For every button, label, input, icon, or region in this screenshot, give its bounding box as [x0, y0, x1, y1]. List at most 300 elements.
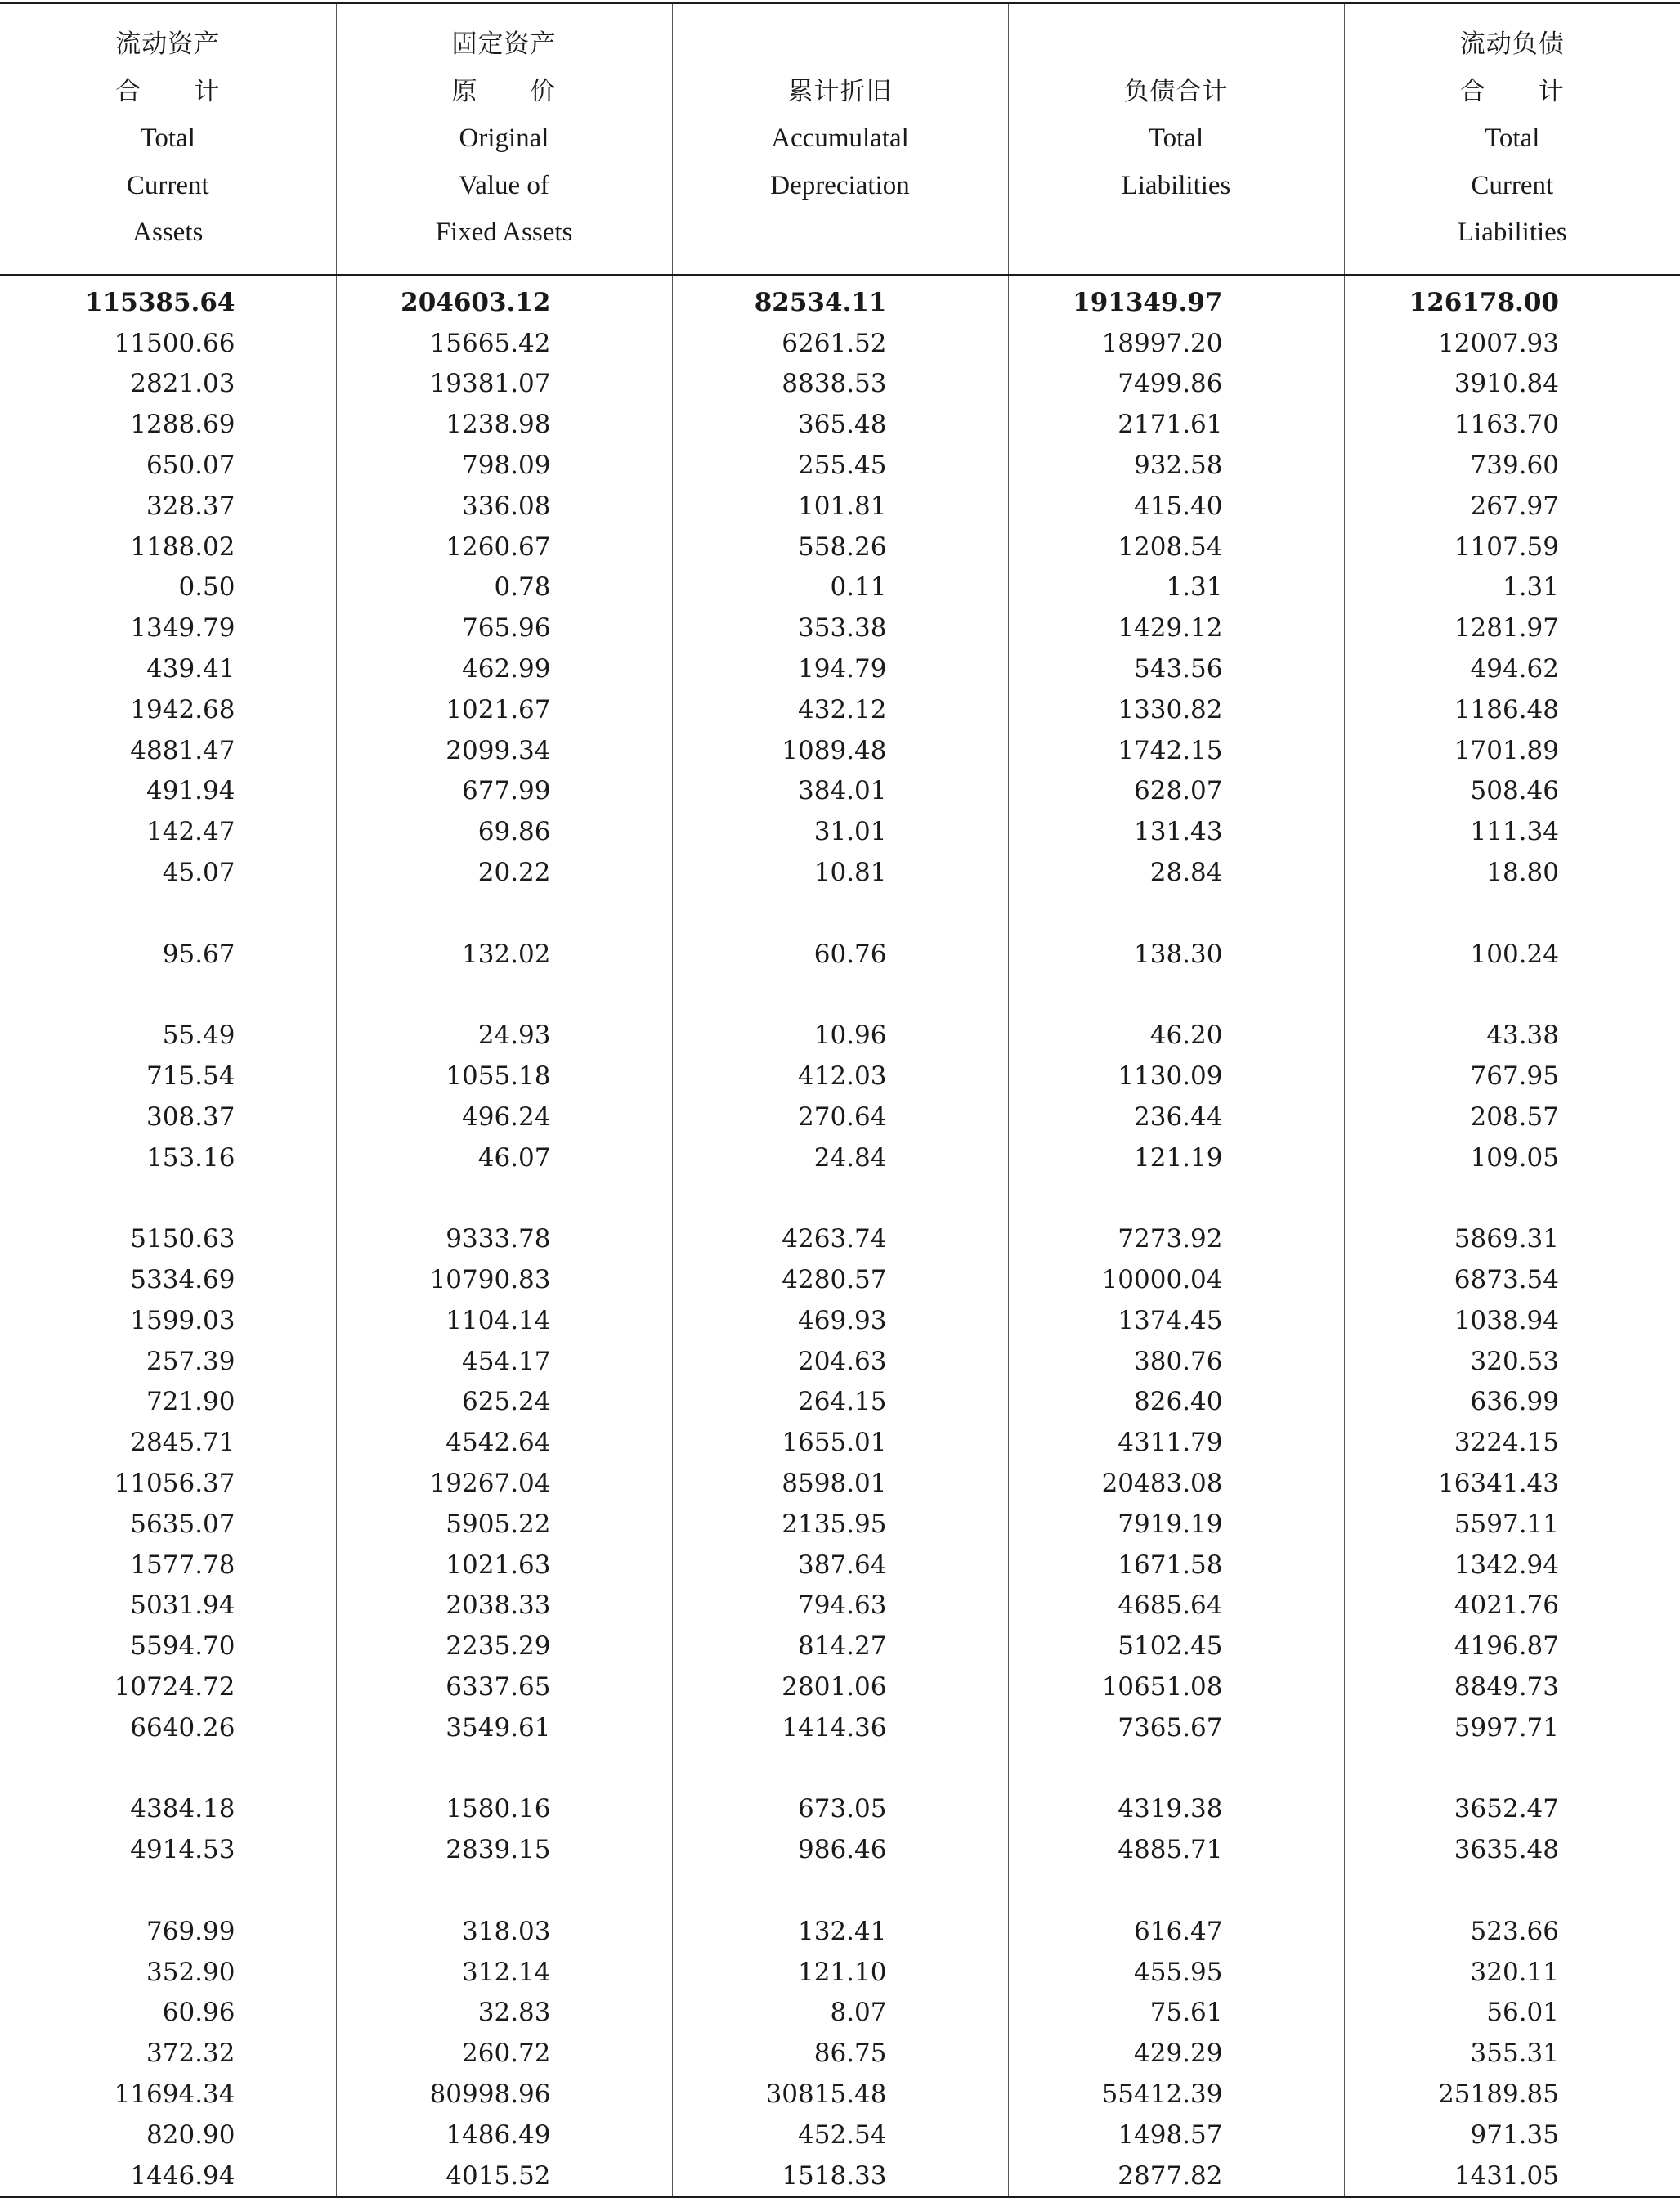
table-row: [0, 1097, 1680, 1137]
cell-value: 75.61: [1150, 1998, 1344, 2027]
cell-value: 8598.01: [782, 1469, 1007, 1498]
table-cell-accumulated-depreciation: [672, 2155, 1008, 2197]
table-cell-fixed-assets-original-value: [336, 567, 672, 608]
cell-value: 1486.49: [446, 2120, 671, 2150]
table-cell-total-liabilities: [1008, 1300, 1344, 1341]
table-cell-total-current-liabilities: [1344, 1056, 1680, 1097]
table-cell-total-current-assets: [0, 486, 336, 527]
cell-value: 204.63: [798, 1347, 1007, 1376]
table-row: [0, 1626, 1680, 1666]
cell-value: 10.96: [814, 1020, 1008, 1050]
column-header-en-line: Accumulatal: [673, 115, 1008, 163]
table-cell-accumulated-depreciation: [672, 275, 1008, 323]
table-row: [0, 852, 1680, 893]
cell-value: 715.54: [146, 1061, 335, 1091]
cell-value: 826.40: [1134, 1387, 1343, 1416]
table-cell-fixed-assets-original-value: [336, 404, 672, 445]
cell-value: 18.80: [1486, 858, 1680, 887]
table-cell-total-current-liabilities: [1344, 771, 1680, 812]
cell-value: 1342.94: [1454, 1550, 1680, 1580]
table-cell-total-current-assets: [0, 2115, 336, 2155]
cell-value: 11694.34: [114, 2079, 336, 2109]
cell-value: 5102.45: [1118, 1631, 1343, 1661]
cell-value: 11500.66: [114, 329, 336, 358]
table-cell-fixed-assets-original-value: [336, 975, 672, 1016]
table-cell-total-current-assets: [0, 1259, 336, 1300]
table-row-spacer: [0, 1870, 1680, 1911]
table-cell-total-current-assets: [0, 1666, 336, 1707]
table-cell-fixed-assets-original-value: [336, 1056, 672, 1097]
table-cell-total-current-liabilities: [1344, 1870, 1680, 1911]
cell-value: 412.03: [798, 1061, 1007, 1091]
cell-value: 429.29: [1134, 2039, 1343, 2068]
cell-value: 636.99: [1471, 1387, 1680, 1416]
cell-value: 132.02: [462, 940, 671, 969]
cell-value: 0.11: [830, 572, 1007, 602]
cell-value: 56.01: [1486, 1998, 1680, 2027]
cell-value: 1577.78: [130, 1550, 335, 1580]
cell-value: 5150.63: [130, 1224, 335, 1254]
cell-value: 1429.12: [1118, 613, 1343, 643]
table-cell-fixed-assets-original-value: [336, 1341, 672, 1382]
table-cell-fixed-assets-original-value: [336, 689, 672, 730]
cell-value: 4384.18: [130, 1794, 335, 1823]
cell-value: 469.93: [798, 1306, 1007, 1335]
cell-value: 1.31: [1166, 572, 1343, 602]
table-cell-total-current-assets: [0, 1178, 336, 1219]
table-cell-fixed-assets-original-value: [336, 1545, 672, 1586]
table-cell-fixed-assets-original-value: [336, 1707, 672, 1748]
cell-value: 1188.02: [130, 532, 335, 562]
table-cell-total-current-assets: [0, 323, 336, 364]
column-header-cn-line: 累计折旧: [673, 69, 1008, 116]
table-cell-total-liabilities: [1008, 975, 1344, 1016]
cell-value: 4881.47: [130, 736, 335, 765]
table-row: [0, 608, 1680, 648]
table-cell-accumulated-depreciation: [672, 1504, 1008, 1545]
table-cell-total-liabilities: [1008, 689, 1344, 730]
table-cell-total-liabilities: [1008, 1952, 1344, 1993]
table-row: [0, 1422, 1680, 1463]
table-row: [0, 1992, 1680, 2033]
cell-value: 208.57: [1471, 1102, 1680, 1132]
table-cell-accumulated-depreciation: [672, 1748, 1008, 1789]
cell-value: 1671.58: [1118, 1550, 1343, 1580]
table-row-spacer: [0, 1748, 1680, 1789]
table-cell-accumulated-depreciation: [672, 648, 1008, 689]
cell-value: 355.31: [1471, 2039, 1680, 2068]
table-cell-total-current-liabilities: [1344, 1463, 1680, 1504]
table-cell-total-liabilities: [1008, 1788, 1344, 1829]
table-cell-total-current-liabilities: [1344, 1422, 1680, 1463]
cell-value: 95.67: [163, 940, 336, 969]
cell-value: 1089.48: [782, 736, 1007, 765]
table-cell-total-current-liabilities: [1344, 1992, 1680, 2033]
cell-value: 932.58: [1134, 451, 1343, 480]
table-row: [0, 404, 1680, 445]
cell-value: 10651.08: [1102, 1672, 1344, 1702]
cell-value: 5869.31: [1454, 1224, 1680, 1254]
cell-value: 16341.43: [1438, 1469, 1680, 1498]
cell-value: 1446.94: [130, 2161, 335, 2191]
table-cell-fixed-assets-original-value: [336, 1870, 672, 1911]
cell-value: 204603.12: [401, 288, 671, 317]
table-cell-accumulated-depreciation: [672, 1422, 1008, 1463]
table-cell-total-current-assets: [0, 1015, 336, 1056]
cell-value: 5594.70: [130, 1631, 335, 1661]
cell-value: 1.31: [1503, 572, 1680, 602]
table-cell-fixed-assets-original-value: [336, 852, 672, 893]
cell-value: 455.95: [1134, 1958, 1343, 1987]
table-cell-total-current-liabilities: [1344, 1545, 1680, 1586]
table-cell-accumulated-depreciation: [672, 1382, 1008, 1423]
table-cell-accumulated-depreciation: [672, 1341, 1008, 1382]
table-cell-accumulated-depreciation: [672, 1788, 1008, 1829]
cell-value: 10790.83: [430, 1265, 672, 1294]
table-row: [0, 689, 1680, 730]
cell-value: 267.97: [1471, 491, 1680, 521]
cell-value: 3910.84: [1454, 369, 1680, 398]
table-row: [0, 2115, 1680, 2155]
cell-value: 767.95: [1471, 1061, 1680, 1091]
cell-value: 264.15: [798, 1387, 1007, 1416]
table-row: [0, 771, 1680, 812]
table-cell-total-current-assets: [0, 567, 336, 608]
table-cell-accumulated-depreciation: [672, 486, 1008, 527]
table-row: [0, 445, 1680, 486]
column-header-en-line: Liabilities: [1009, 163, 1344, 210]
table-cell-fixed-assets-original-value: [336, 2074, 672, 2115]
table-cell-fixed-assets-original-value: [336, 1829, 672, 1870]
cell-value: 191349.97: [1073, 288, 1343, 317]
cell-value: 45.07: [163, 858, 336, 887]
table-cell-total-current-liabilities: [1344, 730, 1680, 771]
table-cell-total-liabilities: [1008, 275, 1344, 323]
cell-value: 8849.73: [1454, 1672, 1680, 1702]
table-row: [0, 1218, 1680, 1259]
cell-value: 257.39: [146, 1347, 335, 1376]
table-cell-total-current-assets: [0, 1911, 336, 1952]
cell-value: 523.66: [1471, 1917, 1680, 1946]
table-cell-total-current-liabilities: [1344, 1218, 1680, 1259]
cell-value: 5334.69: [130, 1265, 335, 1294]
table-cell-total-current-liabilities: [1344, 852, 1680, 893]
cell-value: 153.16: [146, 1143, 335, 1173]
column-header-en-line: Total: [0, 115, 336, 163]
cell-value: 20.22: [478, 858, 672, 887]
table-cell-total-current-liabilities: [1344, 1952, 1680, 1993]
cell-value: 1163.70: [1454, 410, 1680, 439]
table-cell-fixed-assets-original-value: [336, 1259, 672, 1300]
cell-value: 0.50: [178, 572, 335, 602]
cell-value: 25189.85: [1438, 2079, 1680, 2109]
cell-value: 1498.57: [1118, 2120, 1343, 2150]
table-cell-accumulated-depreciation: [672, 527, 1008, 567]
table-cell-total-current-liabilities: [1344, 2033, 1680, 2074]
table-cell-total-current-liabilities: [1344, 1586, 1680, 1626]
table-cell-total-current-assets: [0, 404, 336, 445]
cell-value: 765.96: [462, 613, 671, 643]
cell-value: 336.08: [462, 491, 671, 521]
table-cell-fixed-assets-original-value: [336, 811, 672, 852]
table-row: [0, 1707, 1680, 1748]
table-cell-total-current-assets: [0, 1626, 336, 1666]
cell-value: 494.62: [1471, 654, 1680, 684]
cell-value: 10000.04: [1102, 1265, 1344, 1294]
table-cell-fixed-assets-original-value: [336, 2115, 672, 2155]
cell-value: 7365.67: [1118, 1713, 1343, 1743]
table-cell-total-current-liabilities: [1344, 893, 1680, 934]
table-cell-total-liabilities: [1008, 2074, 1344, 2115]
cell-value: 1021.67: [446, 695, 671, 724]
column-header-total-liabilities: [1008, 3, 1344, 276]
cell-value: 365.48: [798, 410, 1007, 439]
cell-value: 24.93: [478, 1020, 672, 1050]
table-cell-accumulated-depreciation: [672, 975, 1008, 1016]
cell-value: 320.11: [1471, 1958, 1680, 1987]
table-row: [0, 1137, 1680, 1178]
table-cell-accumulated-depreciation: [672, 2115, 1008, 2155]
cell-value: 2135.95: [782, 1509, 1007, 1539]
cell-value: 452.54: [798, 2120, 1007, 2150]
table-cell-accumulated-depreciation: [672, 1218, 1008, 1259]
table-cell-total-current-assets: [0, 2074, 336, 2115]
table-cell-total-current-liabilities: [1344, 527, 1680, 567]
cell-value: 496.24: [462, 1102, 671, 1132]
cell-value: 32.83: [478, 1998, 672, 2027]
table-cell-fixed-assets-original-value: [336, 1137, 672, 1178]
table-cell-total-current-liabilities: [1344, 1382, 1680, 1423]
column-header-en-line: Original: [337, 115, 672, 163]
cell-value: 1130.09: [1118, 1061, 1343, 1091]
table-cell-fixed-assets-original-value: [336, 934, 672, 975]
table-cell-fixed-assets-original-value: [336, 1666, 672, 1707]
cell-value: 650.07: [146, 451, 335, 480]
table-cell-total-liabilities: [1008, 852, 1344, 893]
table-cell-accumulated-depreciation: [672, 852, 1008, 893]
table-cell-accumulated-depreciation: [672, 1178, 1008, 1219]
table-cell-total-liabilities: [1008, 404, 1344, 445]
cell-value: 415.40: [1134, 491, 1343, 521]
table-cell-total-current-assets: [0, 445, 336, 486]
cell-value: 986.46: [798, 1835, 1007, 1864]
cell-value: 4263.74: [782, 1224, 1007, 1254]
cell-value: 462.99: [462, 654, 671, 684]
table-cell-total-liabilities: [1008, 2155, 1344, 2197]
column-header-cn-line: 合 计: [0, 69, 336, 116]
cell-value: 260.72: [462, 2039, 671, 2068]
cell-value: 7273.92: [1118, 1224, 1343, 1254]
table-cell-total-current-assets: [0, 893, 336, 934]
cell-value: 270.64: [798, 1102, 1007, 1132]
table-cell-accumulated-depreciation: [672, 893, 1008, 934]
table-cell-fixed-assets-original-value: [336, 275, 672, 323]
table-cell-accumulated-depreciation: [672, 1259, 1008, 1300]
table-cell-total-liabilities: [1008, 771, 1344, 812]
table-cell-total-liabilities: [1008, 1097, 1344, 1137]
table-cell-fixed-assets-original-value: [336, 1382, 672, 1423]
cell-value: 4015.52: [446, 2161, 671, 2191]
table-cell-fixed-assets-original-value: [336, 364, 672, 405]
table-cell-total-liabilities: [1008, 1015, 1344, 1056]
column-header-cn-line: 负债合计: [1009, 69, 1344, 116]
table-cell-total-current-assets: [0, 1341, 336, 1382]
cell-value: 320.53: [1471, 1347, 1680, 1376]
cell-value: 20483.08: [1102, 1469, 1344, 1498]
table-cell-total-liabilities: [1008, 364, 1344, 405]
cell-value: 454.17: [462, 1347, 671, 1376]
table-cell-total-liabilities: [1008, 893, 1344, 934]
table-cell-total-current-liabilities: [1344, 1788, 1680, 1829]
column-header-en-line: Value of: [337, 163, 672, 210]
cell-value: 1414.36: [782, 1713, 1007, 1743]
cell-value: 1281.97: [1454, 613, 1680, 643]
table-cell-total-current-liabilities: [1344, 1666, 1680, 1707]
table-cell-accumulated-depreciation: [672, 1463, 1008, 1504]
cell-value: 46.20: [1150, 1020, 1344, 1050]
table-row: [0, 1300, 1680, 1341]
table-cell-total-current-assets: [0, 1137, 336, 1178]
cell-value: 1107.59: [1454, 532, 1680, 562]
cell-value: 328.37: [146, 491, 335, 521]
table-body: [0, 275, 1680, 2197]
cell-value: 1330.82: [1118, 695, 1343, 724]
cell-value: 798.09: [462, 451, 671, 480]
table-cell-total-current-assets: [0, 1545, 336, 1586]
table-cell-total-current-assets: [0, 275, 336, 323]
table-cell-accumulated-depreciation: [672, 1666, 1008, 1707]
column-header-total-current-assets: [0, 3, 336, 276]
cell-value: 308.37: [146, 1102, 335, 1132]
table-row: [0, 1586, 1680, 1626]
table-row-spacer: [0, 1178, 1680, 1219]
cell-value: 372.32: [146, 2039, 335, 2068]
table-cell-total-current-liabilities: [1344, 2115, 1680, 2155]
table-cell-total-current-assets: [0, 1586, 336, 1626]
cell-value: 318.03: [462, 1917, 671, 1946]
table-cell-total-liabilities: [1008, 1870, 1344, 1911]
table-row: [0, 1911, 1680, 1952]
table-cell-total-current-liabilities: [1344, 648, 1680, 689]
table-cell-fixed-assets-original-value: [336, 1788, 672, 1829]
table-row-spacer: [0, 975, 1680, 1016]
cell-value: 4914.53: [130, 1835, 335, 1864]
table-cell-fixed-assets-original-value: [336, 2033, 672, 2074]
table-cell-total-liabilities: [1008, 1137, 1344, 1178]
table-cell-total-liabilities: [1008, 2033, 1344, 2074]
cell-value: 1260.67: [446, 532, 671, 562]
table-cell-total-current-assets: [0, 1218, 336, 1259]
cell-value: 60.76: [814, 940, 1008, 969]
table-row: [0, 364, 1680, 405]
cell-value: 1238.98: [446, 410, 671, 439]
table-cell-total-current-assets: [0, 1829, 336, 1870]
table-cell-total-current-liabilities: [1344, 811, 1680, 852]
column-header-cn-line: 流动负债: [1345, 21, 1680, 69]
table-cell-fixed-assets-original-value: [336, 1504, 672, 1545]
cell-value: 628.07: [1134, 776, 1343, 805]
table-row: [0, 567, 1680, 608]
cell-value: 2801.06: [782, 1672, 1007, 1702]
table-cell-fixed-assets-original-value: [336, 1586, 672, 1626]
table-cell-fixed-assets-original-value: [336, 648, 672, 689]
cell-value: 1599.03: [130, 1306, 335, 1335]
table-cell-total-liabilities: [1008, 1056, 1344, 1097]
table-row: [0, 2033, 1680, 2074]
cell-value: 4196.87: [1454, 1631, 1680, 1661]
table-cell-total-current-liabilities: [1344, 608, 1680, 648]
cell-value: 138.30: [1134, 940, 1343, 969]
table-cell-total-current-assets: [0, 1382, 336, 1423]
cell-value: 121.10: [798, 1958, 1007, 1987]
table-cell-accumulated-depreciation: [672, 1992, 1008, 2033]
table-row: [0, 2074, 1680, 2115]
table-cell-accumulated-depreciation: [672, 730, 1008, 771]
cell-value: 1655.01: [782, 1428, 1007, 1457]
table-cell-total-current-assets: [0, 771, 336, 812]
cell-value: 8838.53: [782, 369, 1007, 398]
table-cell-accumulated-depreciation: [672, 608, 1008, 648]
cell-value: 673.05: [798, 1794, 1007, 1823]
column-header-accumulated-depreciation: [672, 3, 1008, 276]
table-row: [0, 1382, 1680, 1423]
table-cell-fixed-assets-original-value: [336, 527, 672, 567]
cell-value: 2038.33: [446, 1590, 671, 1620]
table-row-total: [0, 275, 1680, 323]
cell-value: 2845.71: [130, 1428, 335, 1457]
table-cell-accumulated-depreciation: [672, 1545, 1008, 1586]
table-cell-fixed-assets-original-value: [336, 486, 672, 527]
cell-value: 236.44: [1134, 1102, 1343, 1132]
table-cell-total-liabilities: [1008, 1707, 1344, 1748]
table-cell-total-current-assets: [0, 934, 336, 975]
column-header-fixed-assets-original-value: [336, 3, 672, 276]
table-row: [0, 730, 1680, 771]
cell-value: 3549.61: [446, 1713, 671, 1743]
table-row: [0, 1545, 1680, 1586]
column-header-total-current-liabilities: [1344, 3, 1680, 276]
cell-value: 7499.86: [1118, 369, 1343, 398]
table-header: [0, 3, 1680, 276]
cell-value: 132.41: [798, 1917, 1007, 1946]
cell-value: 24.84: [814, 1143, 1008, 1173]
table-cell-total-liabilities: [1008, 527, 1344, 567]
table-cell-total-current-liabilities: [1344, 1015, 1680, 1056]
table-cell-fixed-assets-original-value: [336, 771, 672, 812]
cell-value: 111.34: [1471, 817, 1680, 846]
cell-value: 31.01: [814, 817, 1008, 846]
table-cell-total-liabilities: [1008, 1829, 1344, 1870]
table-cell-total-current-assets: [0, 975, 336, 1016]
table-cell-fixed-assets-original-value: [336, 1015, 672, 1056]
cell-value: 10724.72: [114, 1672, 336, 1702]
column-header-en-line: Assets: [0, 209, 336, 257]
cell-value: 3635.48: [1454, 1835, 1680, 1864]
cell-value: 115385.64: [85, 288, 335, 317]
table-cell-fixed-assets-original-value: [336, 1748, 672, 1789]
table-cell-total-current-liabilities: [1344, 1300, 1680, 1341]
cell-value: 55.49: [163, 1020, 336, 1050]
table-cell-total-current-liabilities: [1344, 1341, 1680, 1382]
cell-value: 5597.11: [1454, 1509, 1680, 1539]
table-cell-fixed-assets-original-value: [336, 1218, 672, 1259]
table-cell-accumulated-depreciation: [672, 404, 1008, 445]
table-cell-total-current-liabilities: [1344, 1626, 1680, 1666]
cell-value: 0.78: [494, 572, 671, 602]
table-cell-fixed-assets-original-value: [336, 1911, 672, 1952]
table-cell-fixed-assets-original-value: [336, 1992, 672, 2033]
cell-value: 508.46: [1471, 776, 1680, 805]
